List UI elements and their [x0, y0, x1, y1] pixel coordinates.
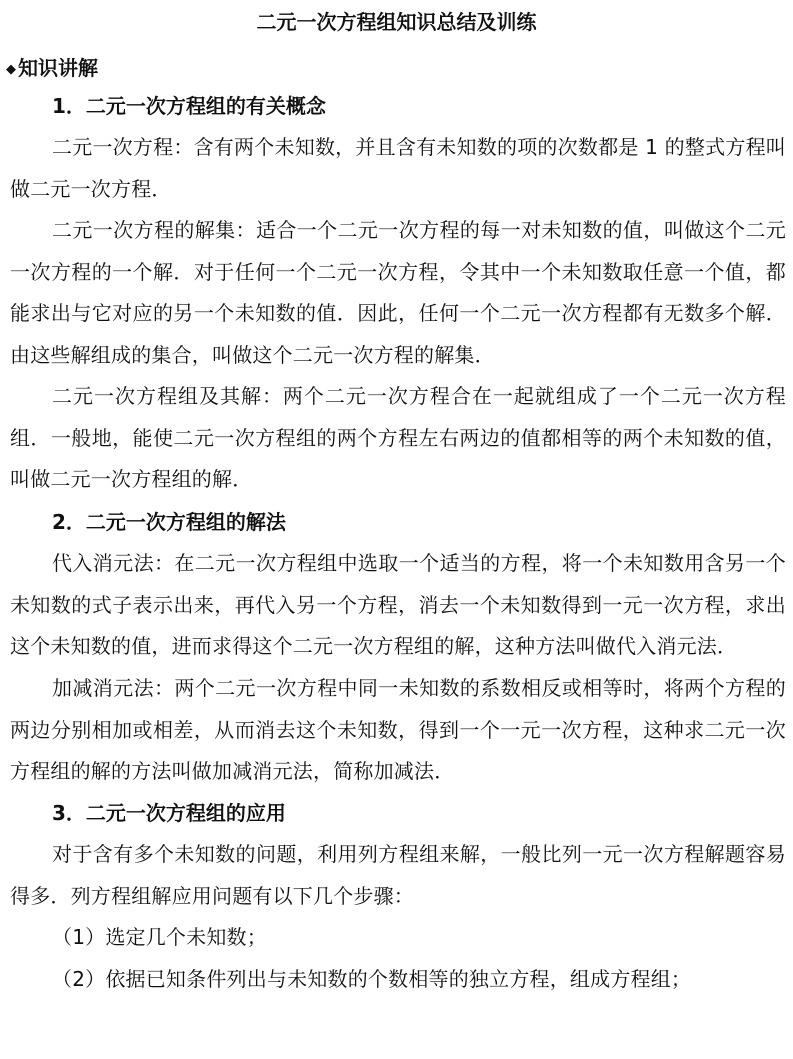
paragraph-applications: 对于含有多个未知数的问题，利用列方程组来解，一般比列一元一次方程解题容易得多．列方程组解应用问题有以下几个步骤：	[10, 842, 786, 908]
section-label-text: 知识讲解	[18, 56, 98, 80]
heading-methods: 2．二元一次方程组的解法	[52, 510, 286, 534]
paragraph-elimination: 加减消元法：两个二元一次方程中同一未知数的系数相反或相等时，将两个方程的两边分别相加或相差，从而消去这个未知数，得到一个一元一次方程，这种求二元一次方程组的解的方法叫做加减消元法，简称加减法．	[10, 676, 786, 783]
heading-concepts: 1．二元一次方程组的有关概念	[52, 94, 326, 118]
paragraph-solution-set: 二元一次方程的解集：适合一个二元一次方程的每一对未知数的值，叫做这个二元一次方程的一个解．对于任何一个二元一次方程，令其中一个未知数取任意一个值，都能求出与它对应的另一个未知数的值．因此，任何一个二元一次方程都有无数多个解．由这些解组成的集合，叫做这个二元一次方程的解集．	[10, 218, 786, 367]
section-label	[6, 52, 98, 86]
diamond-bullet-icon: ◆	[6, 62, 16, 77]
heading-applications: 3．二元一次方程组的应用	[52, 801, 286, 825]
step-item: （1）选定几个未知数；	[52, 925, 267, 949]
step-item: （2）依据已知条件列出与未知数的个数相等的独立方程，组成方程组；	[52, 967, 692, 991]
paragraph-system-solution: 二元一次方程组及其解：两个二元一次方程合在一起就组成了一个二元一次方程组．一般地，能使二元一次方程组的两个方程左右两边的值都相等的两个未知数的值，叫做二元一次方程组的解．	[10, 384, 786, 491]
paragraph-definition: 二元一次方程：含有两个未知数，并且含有未知数的项的次数都是 1 的整式方程叫做二元一次方程．	[10, 135, 786, 201]
paragraph-substitution: 代入消元法：在二元一次方程组中选取一个适当的方程，将一个未知数用含另一个未知数的式子表示出来，再代入另一个方程，消去一个未知数得到一元一次方程，求出这个未知数的值，进而求得这个二元一次方程组的解，这种方法叫做代入消元法．	[10, 551, 786, 658]
document-title: 二元一次方程组知识总结及训练	[256, 10, 537, 34]
